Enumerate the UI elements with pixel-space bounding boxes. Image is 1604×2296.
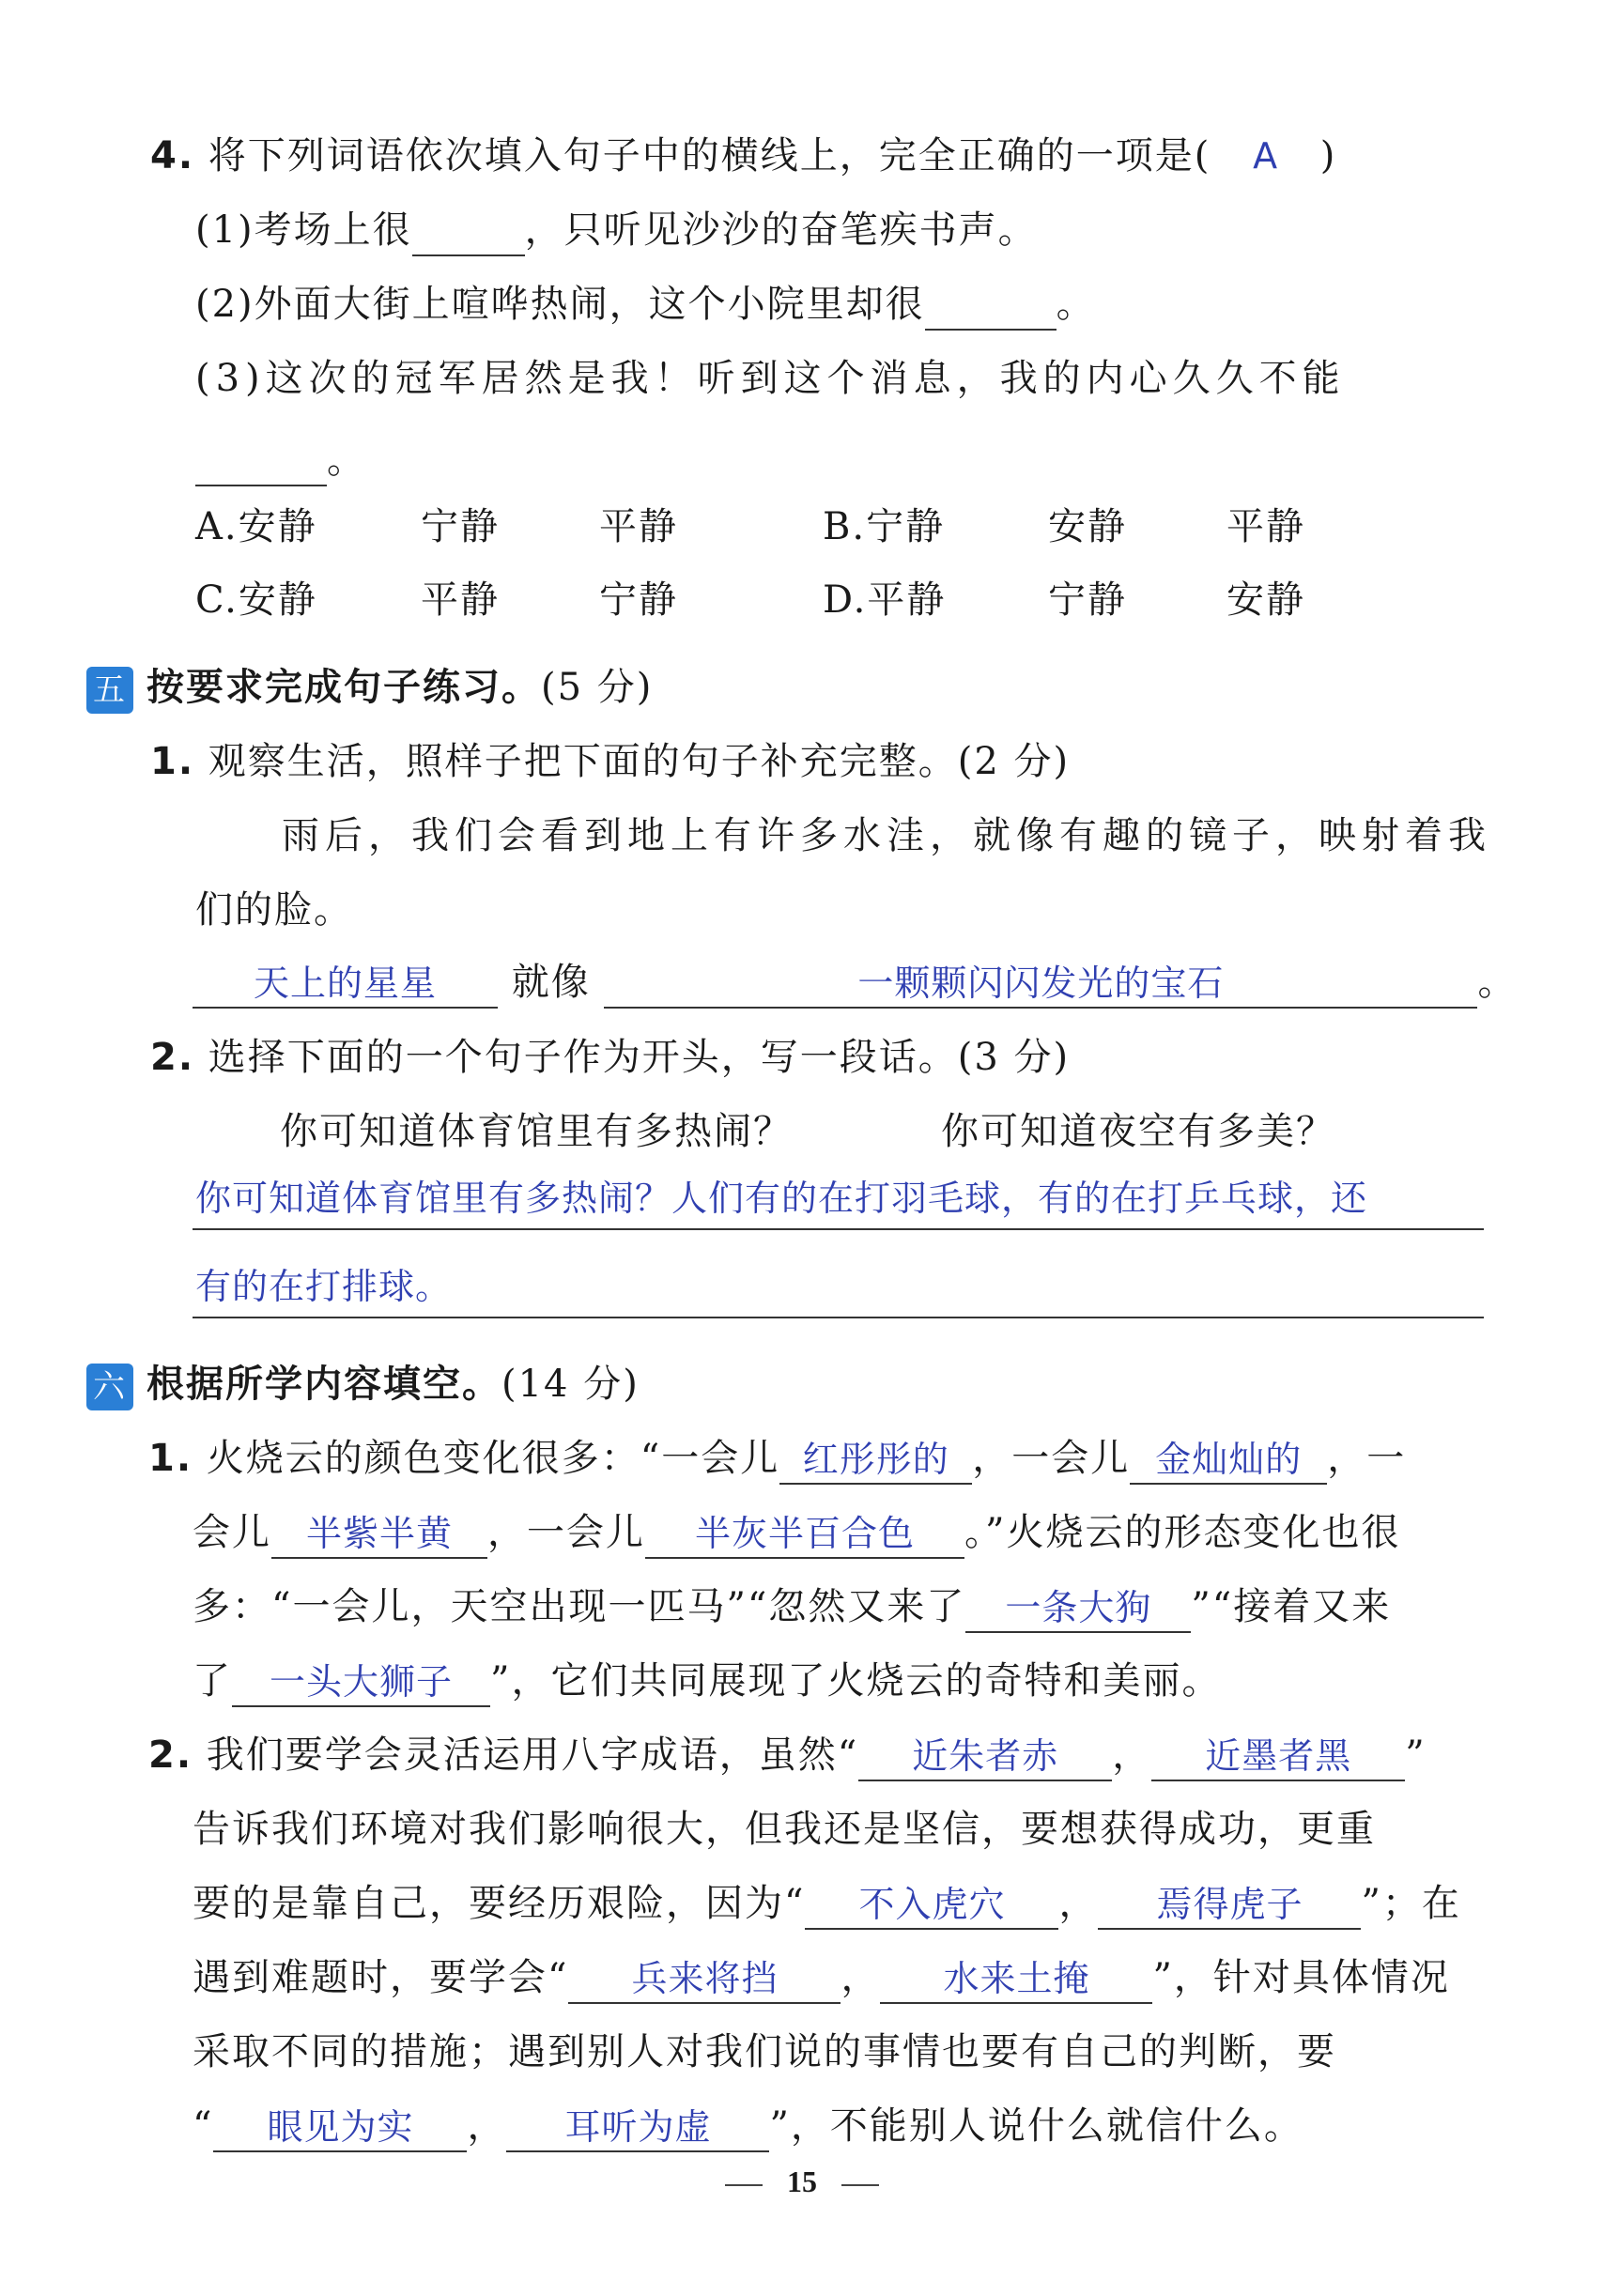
sec6-q2-line-5: 采取不同的措施；遇到别人对我们说的事情也要有自己的判断，要: [193, 2030, 1336, 2073]
sec6-q2-line-4: 遇到难题时，要学会“ 兵来将挡 ， 水来土掩 ”，针对具体情况: [193, 1951, 1450, 2004]
answer-blank: 不入虎穴: [805, 1881, 1058, 1930]
sec6-q2-line-6: “ 眼见为实 ， 耳听为虚 ”，不能别人说什么就信什么。: [193, 2100, 1303, 2152]
sec6-q1-line-1: 1. 火烧云的颜色变化很多：“一会儿 红彤彤的 ，一会儿 金灿灿的 ，一: [148, 1432, 1406, 1485]
sec5-example-line-1: 雨后，我们会看到地上有许多水洼，就像有趣的镜子，映射着我: [282, 814, 1491, 857]
q4-sentence-3-end: 。: [195, 434, 366, 486]
q4-answer: A: [1253, 135, 1279, 177]
answer-blank: 半紫半黄: [271, 1510, 487, 1559]
answer-blank: 水来土掩: [880, 1955, 1152, 2004]
section-6-heading: 六 根据所学内容填空。(14 分): [86, 1358, 640, 1410]
answer-blank: 眼见为实: [213, 2103, 467, 2152]
q4-stem: 4. 将下列词语依次填入句子中的横线上，完全正确的一项是( A ): [150, 134, 1337, 177]
answer-blank: 耳听为虚: [506, 2103, 769, 2152]
q4-option-d: D.平静 宁静 安静: [823, 578, 1305, 622]
q4-sentence-3: (3)这次的冠军居然是我！听到这个消息，我的内心久久不能: [195, 357, 1346, 400]
answer-blank: 焉得虎子: [1098, 1881, 1361, 1930]
answer-blank: 近朱者赤: [858, 1733, 1112, 1781]
section-badge: 六: [86, 1364, 133, 1410]
sec6-q2-line-3: 要的是靠自己，要经历艰险，因为“ 不入虎穴 ， 焉得虎子 ”；在: [193, 1877, 1461, 1930]
blank: [925, 329, 1056, 331]
q4-sentence-2: (2)外面大街上喧哗热闹，这个小院里却很 。: [195, 278, 1096, 331]
sec6-q1-line-2: 会儿 半紫半黄 ，一会儿 半灰半百合色 。”火烧云的形态变化也很: [193, 1506, 1400, 1559]
sec6-q1-line-3: 多：“一会儿，天空出现一匹马”“忽然又来了 一条大狗 ”“接着又来: [193, 1580, 1391, 1633]
answer-blank: 兵来将挡: [568, 1955, 841, 2004]
q4-sentence-1: (1)考场上很 ，只听见沙沙的奋笔疾书声。: [195, 204, 1038, 256]
sec6-q2-line-2: 告诉我们环境对我们影响很大，但我还是坚信，要想获得成功，更重: [193, 1808, 1376, 1851]
writing-rule: [193, 1228, 1484, 1230]
divider: [725, 2184, 763, 2186]
section-badge: 五: [86, 667, 133, 714]
sec5-q2-answer-line-2: 有的在打排球。: [195, 1266, 453, 1307]
sec5-q2-option-2: 你可知道夜空有多美？: [941, 1110, 1335, 1153]
answer-blank: 金灿灿的: [1130, 1436, 1327, 1485]
answer-blank: 一条大狗: [965, 1584, 1191, 1633]
q4-option-b: B.宁静 安静 平静: [823, 505, 1305, 548]
answer-blank: 一头大狮子: [232, 1658, 490, 1707]
answer-blank: 红彤彤的: [779, 1436, 972, 1485]
blank: [195, 485, 327, 486]
answer-blank: 一颗颗闪闪发光的宝石: [604, 960, 1477, 1009]
q4-option-a: A.安静 宁静 平静: [195, 505, 678, 548]
sec5-q1-answer: 天上的星星 就像 一颗颗闪闪发光的宝石 。: [193, 956, 1517, 1009]
section-5-heading: 五 按要求完成句子练习。(5 分): [86, 661, 653, 714]
answer-blank: 半灰半百合色: [645, 1510, 964, 1559]
sec5-q2-answer-line-1: 你可知道体育馆里有多热闹？人们有的在打羽毛球，有的在打乒乓球，还: [195, 1178, 1368, 1219]
blank: [412, 254, 525, 256]
writing-rule: [193, 1317, 1484, 1318]
page-number: 15: [0, 2165, 1604, 2199]
sec6-q2-line-1: 2. 我们要学会灵活运用八字成语，虽然“ 近朱者赤 ， 近墨者黑 ”: [148, 1729, 1427, 1781]
divider: [841, 2184, 879, 2186]
answer-blank: 天上的星星: [193, 960, 498, 1009]
sec5-example-line-2: 们的脸。: [195, 888, 353, 932]
sec5-q1: 1. 观察生活，照样子把下面的句子补充完整。(2 分): [150, 740, 1071, 783]
answer-blank: 近墨者黑: [1151, 1733, 1405, 1781]
sec5-q2: 2. 选择下面的一个句子作为开头，写一段话。(3 分): [150, 1036, 1071, 1079]
sec6-q1-line-4: 了 一头大狮子 ”，它们共同展现了火烧云的奇特和美丽。: [193, 1655, 1221, 1707]
q4-option-c: C.安静 平静 宁静: [195, 578, 678, 622]
sec5-q2-option-1: 你可知道体育馆里有多热闹？: [280, 1110, 793, 1153]
